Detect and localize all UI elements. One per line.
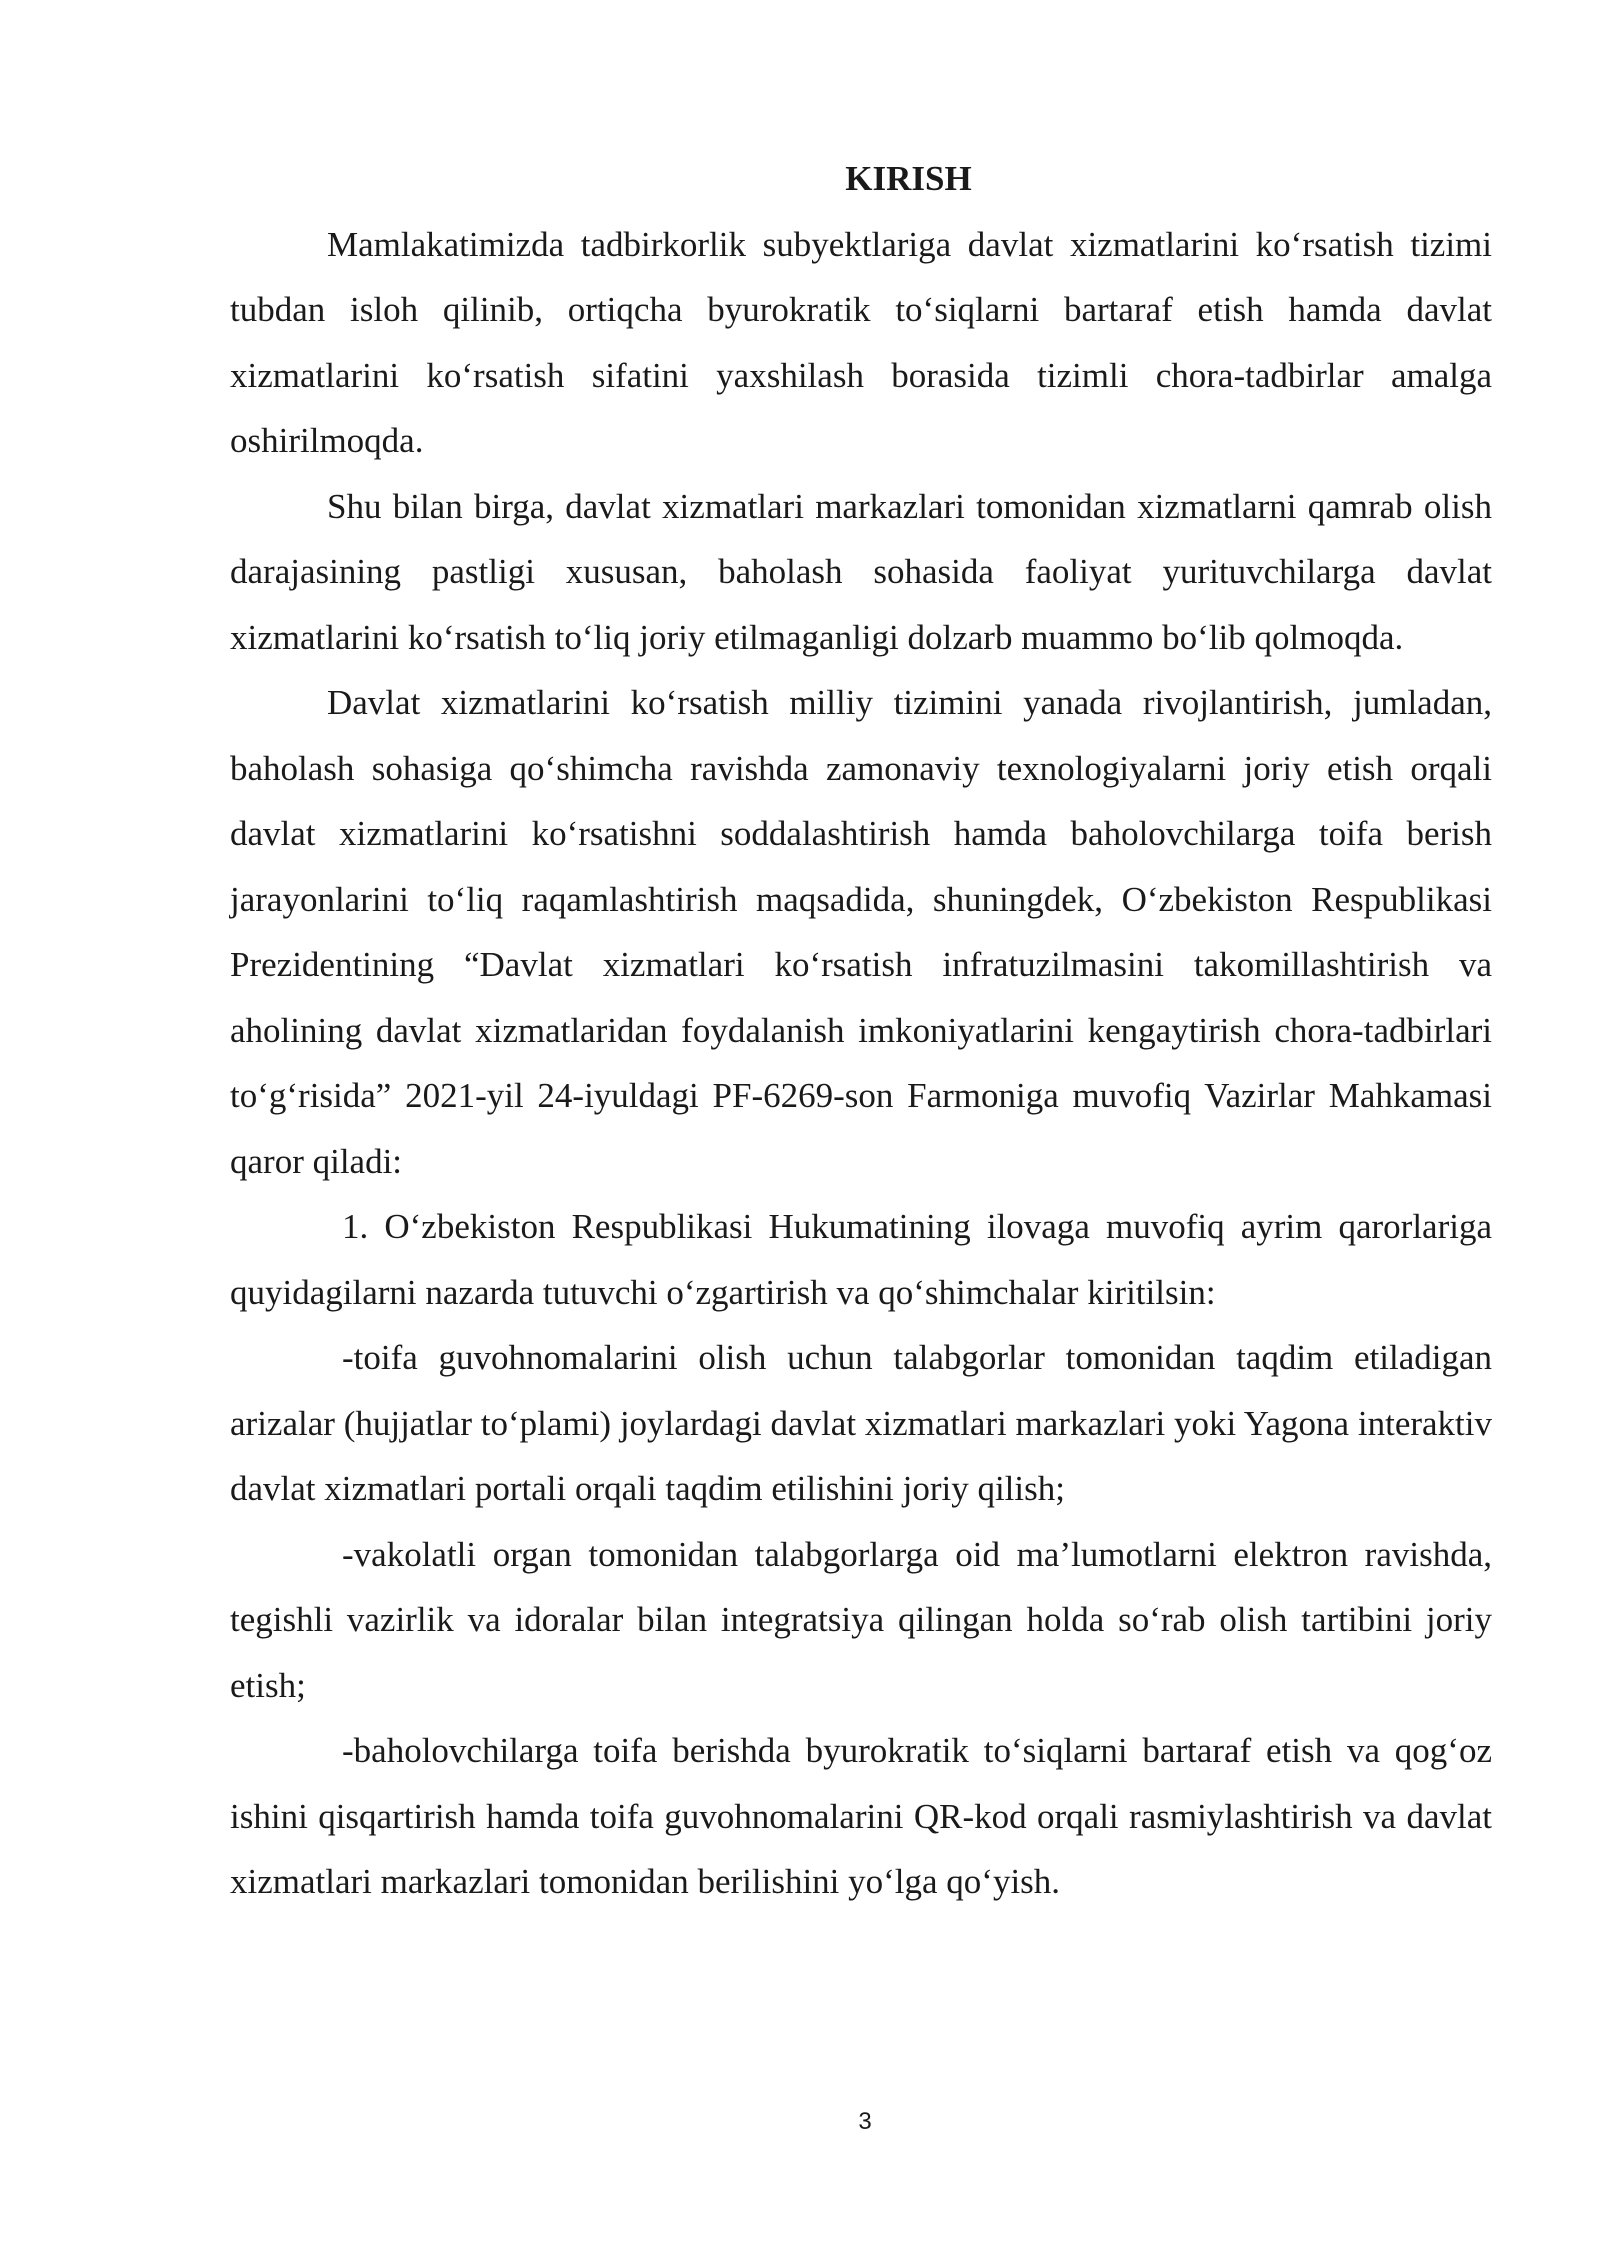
paragraph-problem: Shu bilan birga, davlat xizmatlari markazlari tomonidan xizmatlarni qamrab olish darajasining pastligi xususan, baholash sohasida faoliyat yurituvchilarga davlat xizmatlarini ko‘rsatish to‘liq joriy etilmaganligi dolzarb muammo bo‘lib qolmoqda. (230, 486, 1492, 657)
bullet-item-data-request: -vakolatli organ tomonidan talabgorlarga oid ma’lumotlarni elektron ravishda, tegishli vazirlik va idoralar bilan integratsiya qilingan holda so‘rab olish tartibini joriy etish; (230, 1534, 1492, 1705)
document-body (230, 146, 1492, 1915)
bullet-item-qr-code: -baholovchilarga toifa berishda byurokratik to‘siqlarni bartaraf etish va qog‘oz ishini qisqartirish hamda toifa guvohnomalarini QR-kod orqali rasmiylashtirish va davlat xizmatlari markazlari tomonidan berilishini yo‘lga qo‘yish. (230, 1731, 1492, 1901)
bullet-item-applications: -toifa guvohnomalarini olish uchun talabgorlar tomonidan taqdim etiladigan arizalar (hujjatlar to‘plami) joylardagi davlat xizmatlari markazlari yoki Yagona interaktiv davlat xizmatlari portali orqali taqdim etilishini joriy qilish; (230, 1338, 1492, 1508)
paragraph-purpose: Davlat xizmatlarini ko‘rsatish milliy tizimini yanada rivojlantirish, jumladan, baholash sohasiga qo‘shimcha ravishda zamonaviy texnologiyalarni joriy etish orqali davlat xizmatlarini ko‘rsatishni soddalashtirish hamda baholovchilarga toifa berish jarayonlarini to‘liq raqamlashtirish maqsadida, shuningdek, O‘zbekiston Respublikasi Prezidentining “Davlat xizmatlari ko‘rsatish infratuzilmasini takomillashtirish va aholining davlat xizmatlaridan foydalanish imkoniyatlarini kengaytirish chora-tadbirlari to‘g‘risida” 2021-yil 24-iyuldagi PF-6269-son Farmoniga muvofiq Vazirlar Mahkamasi qaror qiladi: (230, 683, 1492, 1181)
page-number: 3 (858, 2108, 872, 2135)
section-title: KIRISH (845, 159, 972, 198)
paragraph-intro: Mamlakatimizda tadbirkorlik subyektlariga davlat xizmatlarini ko‘rsatish tizimi tubdan isloh qilinib, ortiqcha byurokratik to‘siqlarni bartaraf etish hamda davlat xizmatlarini ko‘rsatish sifatini yaxshilash borasida tizimli chora-tadbirlar amalga oshirilmoqda. (230, 224, 1492, 460)
paragraph-item-1: 1. O‘zbekiston Respublikasi Hukumatining ilovaga muvofiq ayrim qarorlariga quyidagilarni nazarda tutuvchi o‘zgartirish va qo‘shimchalar kiritilsin: (230, 1207, 1492, 1312)
